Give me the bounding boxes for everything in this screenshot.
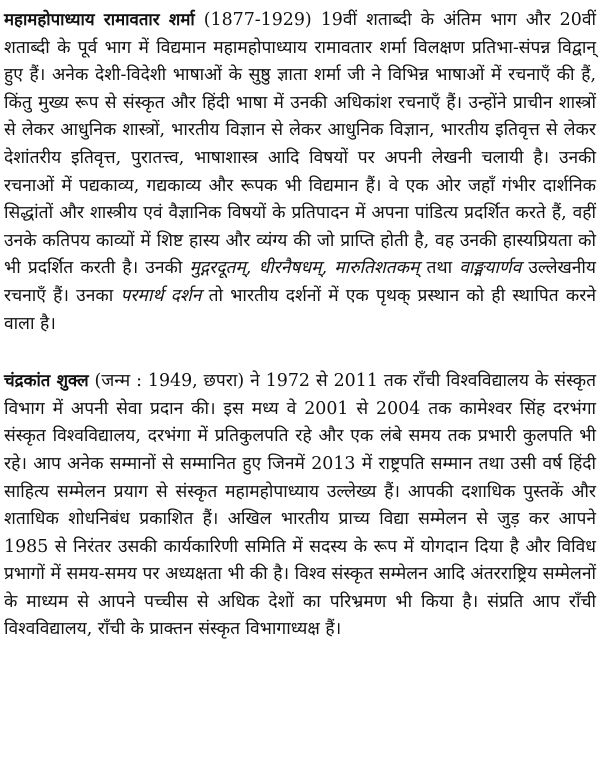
paragraph-text: तो भारतीय दर्शनों में एक पृथक् प्रस्थान को ही स्थापित करने वाला है।	[4, 285, 597, 334]
person-name: महामहोपाध्याय रामावतार शर्मा	[4, 9, 195, 29]
paragraph-text: (जन्म : 1949, छपरा) ने 1972 से 2011 तक राँची विश्वविद्यालय के संस्कृत विभाग में अपनी सेवा प्रदान की। इस मध्य वे 2001 से 2004 तक कामेश्वर सिंह दरभंगा संस्कृत विश्वविद्यालय, दरभंगा में प्रतिकुलपति रहे और एक लंबे समय तक प्रभारी कुलपति भी रहे। आप अनेक सम्मानों से सम्मानित हुए जिनमें 2013 में राष्ट्रपति सम्मान तथा उसी वर्ष हिंदी साहित्य सम्मेलन प्रयाग से संस्कृत महामहोपाध्याय उल्लेख्य हैं। आपकी दशाधिक पुस्तकें और शताधिक शोधनिबंध प्रकाशित हैं। अखिल भारतीय प्राच्य विद्या सम्मेलन से जुड़ कर आपने 1985 से निरंतर उसकी कार्यकारिणी समिति में सदस्य के रूप में योगदान दिया है और विविध प्रभागों में समय-समय पर अध्यक्षता भी की है। विश्व संस्कृत सम्मेलन आदि अंतरराष्ट्रिय सम्मेलनों के माध्यम से आपने पच्चीस से अधिक देशों का परिभ्रमण भी किया है। संप्रति आप राँची विश्वविद्यालय, राँची के प्राक्तन संस्कृत विभागाध्यक्ष हैं।	[4, 371, 596, 640]
paragraph-text: उल्लेखनीय रचनाएँ हैं। उनका	[4, 258, 596, 306]
italic-work-titles: मुद्गरदूतम्, धीरनैषधम्, मारुतिशतकम्	[189, 258, 420, 279]
biography-paragraph-shukla	[4, 367, 596, 644]
paragraph-text: तथा	[419, 258, 460, 279]
person-name: चंद्रकांत शुक्ल	[4, 370, 89, 391]
biography-paragraph-sharma	[4, 6, 596, 338]
paragraph-text: (1877-1929) 19वीं शताब्दी के अंतिम भाग और 20वीं शताब्दी के पूर्व भाग में विद्यमान महामहोपाध्याय रामावतार शर्मा विलक्षण प्रतिभा-संपन्न विद्वान् हुए हैं। अनेक देशी-विदेशी भाषाओं के सुष्ठु ज्ञाता शर्मा जी ने विभिन्न भाषाओं में रचनाएँ की हैं, किंतु मुख्य रूप से संस्कृत और हिंदी भाषा में उनकी अधिकांश रचनाएँ हैं। उन्होंने प्राचीन शास्त्रों से लेकर आधुनिक शास्त्रों, भारतीय विज्ञान से लेकर आधुनिक विज्ञान, भारतीय इतिवृत्त से लेकर देशांतरीय इतिवृत्त, पुरातत्त्व, भाषाशास्त्र आदि विषयों पर अपनी लेखनी चलायी है। उनकी रचनाओं में पद्यकाव्य, गद्यकाव्य और रूपक भी विद्यमान हैं। वे एक ओर जहाँ गंभीर दार्शनिक सिद्धांतों और शास्त्रीय एवं वैज्ञानिक विषयों के प्रतिपादन में अपना पांडित्य प्रदर्शित करते हैं, वहीं उनके कतिपय काव्यों में शिष्ट हास्य और व्यंग्य की जो प्राप्ति होती है, वह उनकी हास्यप्रियता को भी प्रदर्शित करती है। उनकी	[4, 10, 596, 279]
italic-work-title: वाङ्मयार्णव	[459, 258, 522, 279]
italic-work-title: परमार्थ दर्शन	[120, 285, 202, 306]
